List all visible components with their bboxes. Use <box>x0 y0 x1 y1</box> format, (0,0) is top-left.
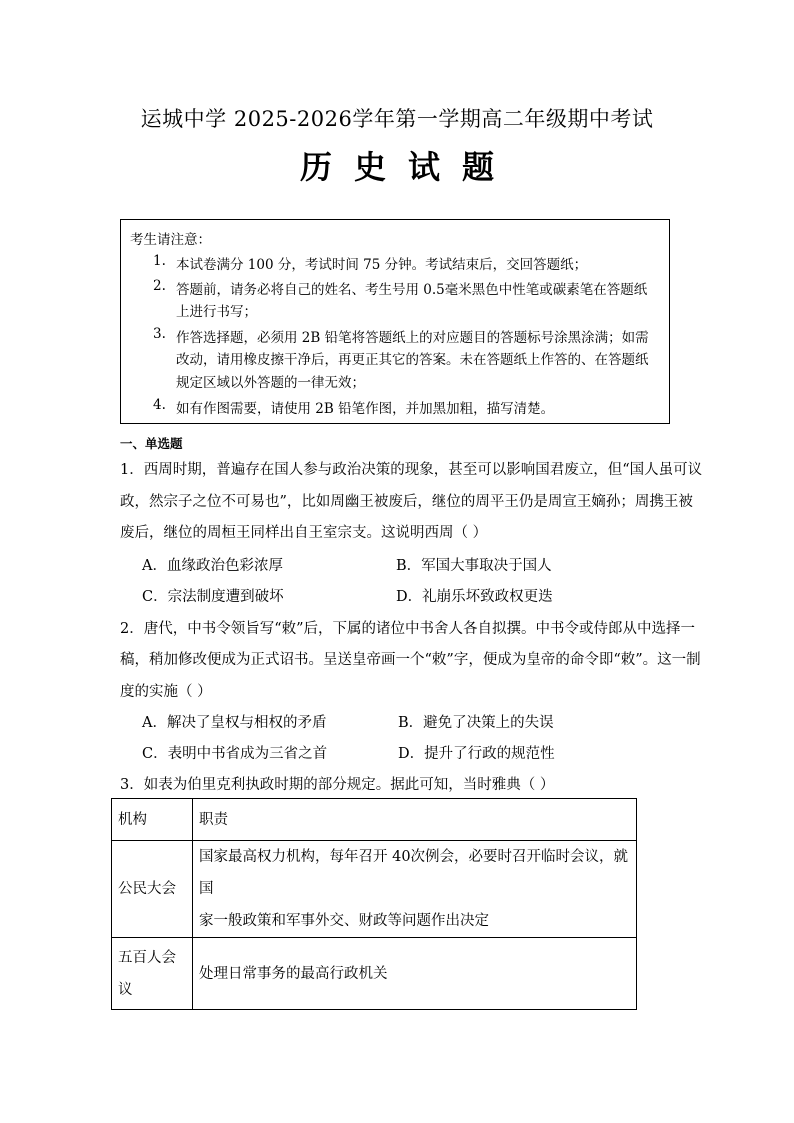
table-row <box>112 938 637 1010</box>
athens-institutions-table <box>111 798 637 1010</box>
table-header-org: 机构 <box>112 799 193 841</box>
exam-header: 运城中学 2025-2026学年第一学期高二年级期中考试 <box>140 107 654 131</box>
question-1-option-c: C．宗法制度遭到破坏 <box>142 589 284 605</box>
table-header-duty: 职责 <box>193 799 637 841</box>
question-1-line: 政，然宗子之位不可易也”，比如周幽王被废后，继位的周平王仍是周宣王嫡孙；周携王被 <box>120 494 693 510</box>
table-cell-duty: 处理日常事务的最高行政机关 <box>193 938 637 1010</box>
table-header-row <box>112 799 637 841</box>
notice-title: 考生请注意： <box>130 232 211 248</box>
question-2-line: 稿，稍加修改便成为正式诏书。呈送皇帝画一个“敕”字，便成为皇帝的命令即“敕”。这一制 <box>120 652 701 668</box>
notice-box <box>120 219 670 424</box>
section-heading: 一、单选题 <box>120 436 183 451</box>
notice-item-number: 2. <box>153 278 166 294</box>
notice-item-line: 本试卷满分 100 分，考试时间 75 分钟。考试结束后，交回答题纸； <box>176 257 588 273</box>
notice-item-number: 4. <box>153 397 166 413</box>
question-1-option-b: B．军国大事取决于国人 <box>396 558 552 574</box>
table-cell-org: 公民大会 <box>112 841 193 938</box>
notice-item-number: 3. <box>153 326 166 342</box>
notice-item-line: 规定区域以外答题的一律无效； <box>176 375 365 391</box>
notice-item-line: 如有作图需要，请使用 2B 铅笔作图，并加黑加粗，描写清楚。 <box>176 401 555 417</box>
notice-item-line: 作答选择题，必须用 2B 铅笔将答题纸上的对应题目的答题标号涂黑涂满；如需 <box>176 330 649 346</box>
table-cell-org <box>112 938 193 1010</box>
table-row <box>112 841 637 938</box>
duty-line: 国家最高权力机构，每年召开 40次例会，必要时召开临时会议，就国 <box>199 849 629 897</box>
table-cell-duty <box>193 841 637 938</box>
question-3-line: 3．如表为伯里克利执政时期的部分规定。据此可知，当时雅典（ ） <box>120 777 555 793</box>
question-2-line: 2．唐代，中书令领旨写“敕”后，下属的诸位中书舍人各自拟撰。中书令或侍郎从中选择一 <box>120 621 696 637</box>
question-1-line: 废后，继位的周桓王同样出自王室宗支。这说明西周（ ） <box>120 525 488 541</box>
notice-item-line: 改动，请用橡皮擦干净后，再更正其它的答案。未在答题纸上作答的、在答题纸 <box>176 352 649 368</box>
subject-title: 历史试题 <box>299 148 516 186</box>
duty-line: 家一般政策和军事外交、财政等问题作出决定 <box>199 913 489 929</box>
notice-item-number: 1. <box>153 253 166 269</box>
question-2-option-d: D．提升了行政的规范性 <box>398 746 555 762</box>
question-1-option-d: D．礼崩乐坏致政权更迭 <box>396 589 553 605</box>
org-line: 五百人会 <box>118 949 176 966</box>
notice-item-line: 答题前，请务必将自己的姓名、考生号用 0.5毫米黑色中性笔或碳素笔在答题纸 <box>176 282 648 298</box>
question-1-option-a: A．血缘政治色彩浓厚 <box>142 558 283 574</box>
notice-item-line: 上进行书写； <box>176 304 257 320</box>
org-line: 议 <box>118 981 133 998</box>
question-2-option-c: C．表明中书省成为三省之首 <box>142 746 328 762</box>
question-1-line: 1．西周时期，普遍存在国人参与政治决策的现象，甚至可以影响国君废立，但“国人虽可议 <box>120 462 703 478</box>
question-2-option-a: A．解决了皇权与相权的矛盾 <box>142 715 327 731</box>
question-2-option-b: B．避免了决策上的失误 <box>398 715 554 731</box>
question-2-line: 度的实施（ ） <box>120 684 212 700</box>
